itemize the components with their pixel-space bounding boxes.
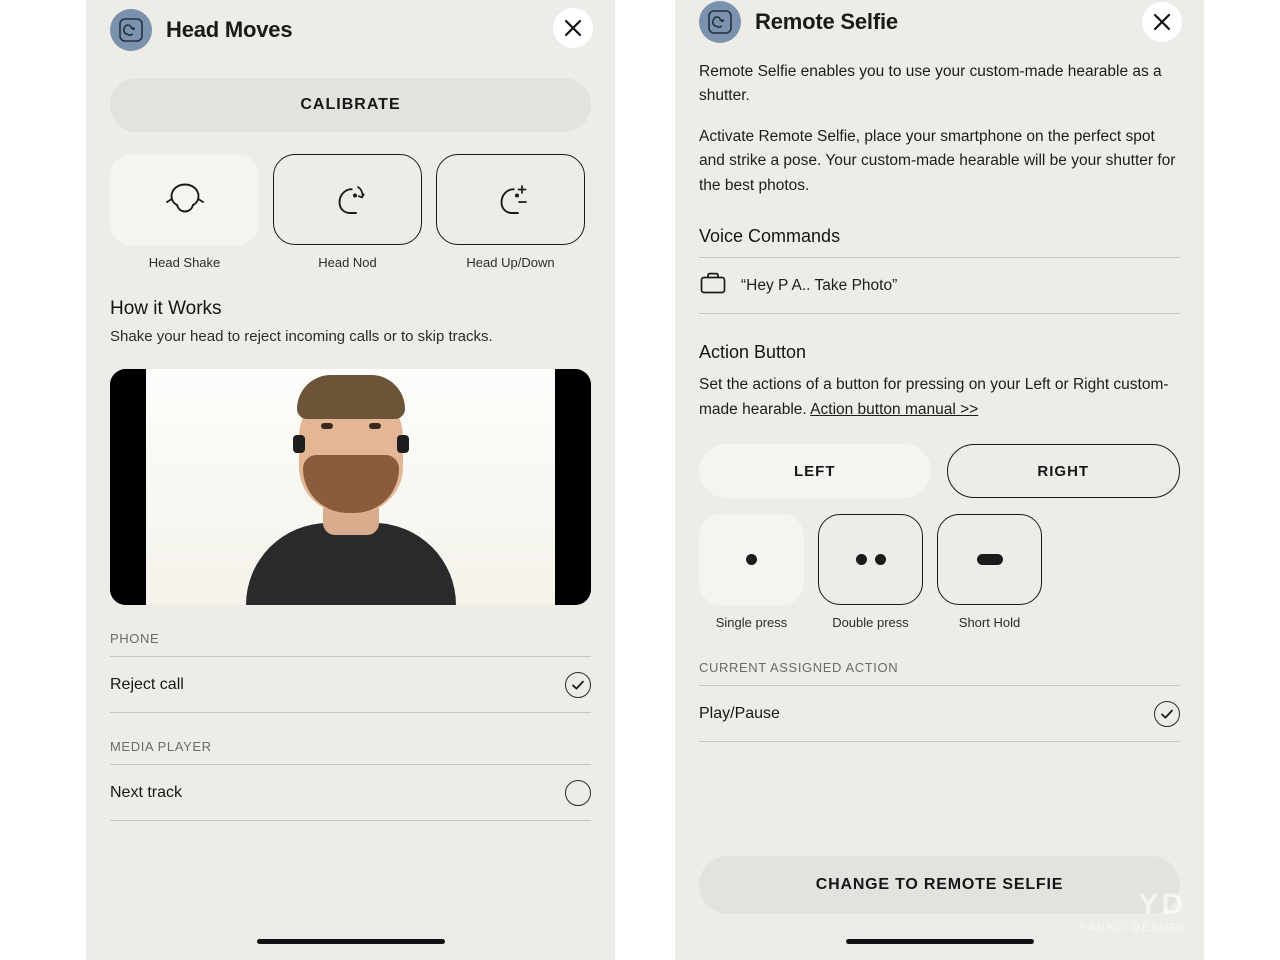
section-header-phone: PHONE — [110, 631, 160, 646]
list-item-label: Next track — [110, 783, 183, 801]
earbud-left — [293, 435, 305, 453]
page-title: Remote Selfie — [755, 9, 898, 34]
voice-command-row — [699, 258, 1180, 314]
action-button-manual-link[interactable]: Action button manual >> — [810, 400, 979, 418]
dash-icon[interactable] — [937, 514, 1042, 605]
press-label: Short Hold — [958, 615, 1021, 631]
check-circle-icon[interactable] — [1154, 701, 1180, 727]
close-icon[interactable] — [1142, 2, 1182, 42]
description-paragraph-1: Remote Selfie enables you to use your custom-made hearable as a shutter. — [699, 63, 1162, 105]
person-eye-left — [321, 423, 333, 429]
page-title: Head Moves — [166, 17, 293, 42]
change-to-remote-selfie-button[interactable]: CHANGE TO REMOTE SELFIE — [699, 856, 1180, 914]
remote-selfie-panel — [675, 0, 1204, 960]
action-button-description — [699, 373, 1180, 422]
hearable-head-icon — [699, 1, 741, 43]
list-item-label: Reject call — [110, 675, 184, 693]
calibrate-button[interactable]: CALIBRATE — [110, 78, 591, 132]
section-header-media-player: MEDIA PLAYER — [110, 739, 212, 754]
single-dot-icon[interactable] — [699, 514, 804, 605]
check-circle-icon[interactable] — [565, 672, 591, 698]
camera-icon — [699, 271, 727, 300]
close-icon[interactable] — [553, 8, 593, 48]
list-item-reject-call[interactable] — [110, 657, 591, 713]
press-label: Double press — [832, 615, 909, 631]
empty-circle-icon[interactable] — [565, 780, 591, 806]
double-dot-icon[interactable] — [818, 514, 923, 605]
dot — [875, 554, 886, 565]
person-hair — [297, 375, 405, 419]
press-label: Single press — [715, 615, 788, 631]
head-moves-panel — [86, 0, 615, 960]
voice-command-text: “Hey P A.. Take Photo” — [741, 276, 898, 294]
dash — [977, 554, 1003, 565]
hearable-head-icon — [110, 9, 152, 51]
voice-commands-title: Voice Commands — [699, 226, 841, 247]
preview-video[interactable] — [110, 369, 591, 605]
action-button-title: Action Button — [699, 342, 807, 363]
video-letterbox-right — [555, 369, 591, 605]
press-option-double[interactable] — [818, 514, 923, 630]
description-paragraph-2: Activate Remote Selfie, place your smartphone on the perfect spot and strike a pose. Your custom-made hearable will be your shutter for the best photos. — [699, 127, 1176, 194]
list-item-label: Play/Pause — [699, 704, 780, 722]
gesture-label: Head Nod — [318, 255, 377, 270]
gesture-label: Head Up/Down — [466, 255, 555, 270]
head-nod-icon[interactable] — [273, 154, 422, 245]
home-indicator — [257, 939, 445, 944]
person-eye-right — [369, 423, 381, 429]
press-option-short-hold[interactable] — [937, 514, 1042, 630]
gesture-label: Head Shake — [148, 255, 221, 270]
how-it-works-title: How it Works — [110, 298, 222, 319]
head-up-down-icon[interactable] — [436, 154, 585, 245]
press-option-single[interactable] — [699, 514, 804, 630]
left-side-button[interactable]: LEFT — [699, 444, 931, 498]
gesture-selector — [110, 154, 591, 270]
how-it-works-text: Shake your head to reject incoming calls or to skip tracks. — [110, 328, 493, 345]
gesture-option-head-shake[interactable] — [110, 154, 259, 270]
video-content — [146, 369, 555, 605]
home-indicator — [846, 939, 1034, 944]
list-item-next-track[interactable] — [110, 765, 591, 821]
left-panel-header — [86, 0, 615, 56]
gesture-option-head-nod[interactable] — [273, 154, 422, 270]
right-side-button[interactable]: RIGHT — [947, 444, 1181, 498]
action-button-text: Set the actions of a button for pressing on your Left or Right custom-made hearable. — [699, 376, 1169, 418]
section-header-current-action: CURRENT ASSIGNED ACTION — [699, 660, 899, 676]
earbud-right — [397, 435, 409, 453]
press-type-selector — [699, 514, 1180, 630]
list-item-play-pause[interactable] — [699, 686, 1180, 742]
gesture-option-head-up-down[interactable] — [436, 154, 585, 270]
video-letterbox-left — [110, 369, 146, 605]
head-shake-icon[interactable] — [110, 154, 259, 245]
right-panel-header — [675, 0, 1204, 44]
dot — [746, 554, 757, 565]
side-selector — [699, 444, 1180, 498]
person-shoulders — [246, 523, 456, 605]
dot — [856, 554, 867, 565]
watermark-text: YANKO DESIGN — [1079, 922, 1186, 934]
watermark-mark: YD — [1138, 888, 1186, 921]
